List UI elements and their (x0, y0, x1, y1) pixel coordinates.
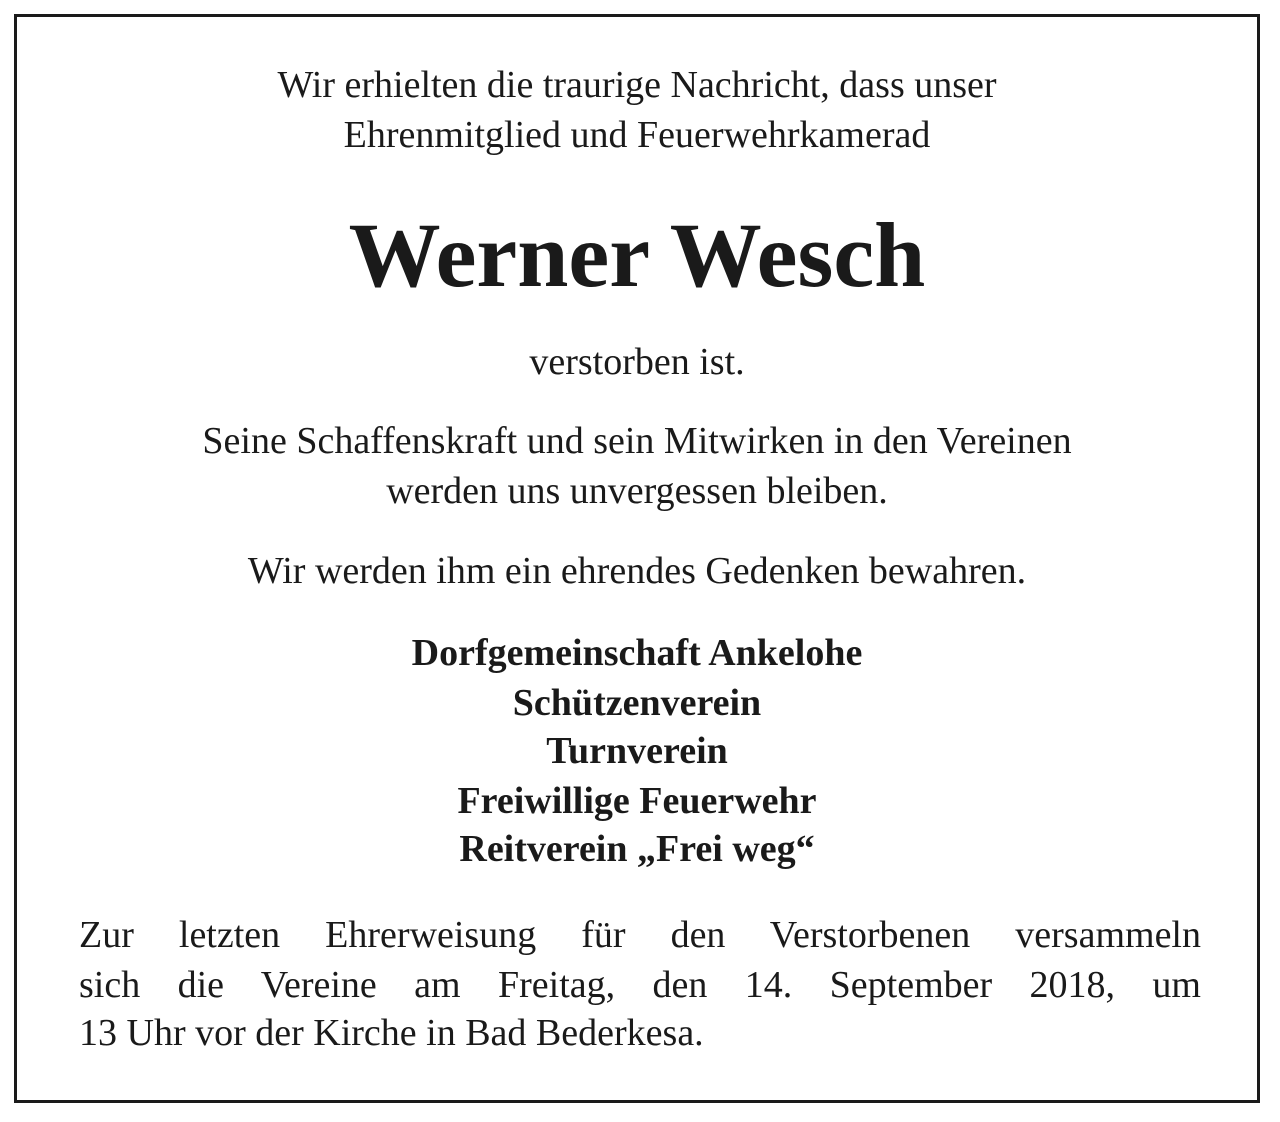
organization-4: Freiwillige Feuerwehr (457, 780, 817, 822)
organization-5: Reitverein „Frei weg“ (459, 828, 815, 870)
after-name-text: verstorben ist. (529, 341, 745, 383)
organization-1: Dorfgemeinschaft Ankelohe (411, 632, 863, 674)
deceased-name: Werner Wesch (348, 204, 926, 306)
remembrance-text: Wir werden ihm ein ehrendes Gedenken bewahren. (247, 550, 1027, 592)
tribute-line-1: Seine Schaffenskraft und sein Mitwirken in den Vereinen (202, 420, 1072, 462)
organization-3: Turnverein (546, 730, 728, 772)
closing-line-3: 13 Uhr vor der Kirche in Bad Bederkesa. (79, 1012, 704, 1054)
tribute-line-2: werden uns unvergessen bleiben. (386, 470, 888, 512)
obituary-notice (17, 17, 1257, 1100)
intro-line-1: Wir erhielten die traurige Nachricht, dass unser (277, 64, 997, 106)
closing-line-2: sich die Vereine am Freitag, den 14. September 2018, um (79, 964, 1201, 1006)
intro-line-2: Ehrenmitglied und Feuerwehrkamerad (343, 114, 931, 156)
organization-2: Schützenverein (512, 682, 762, 724)
closing-line-1: Zur letzten Ehrerweisung für den Verstorbenen versammeln (79, 914, 1201, 956)
